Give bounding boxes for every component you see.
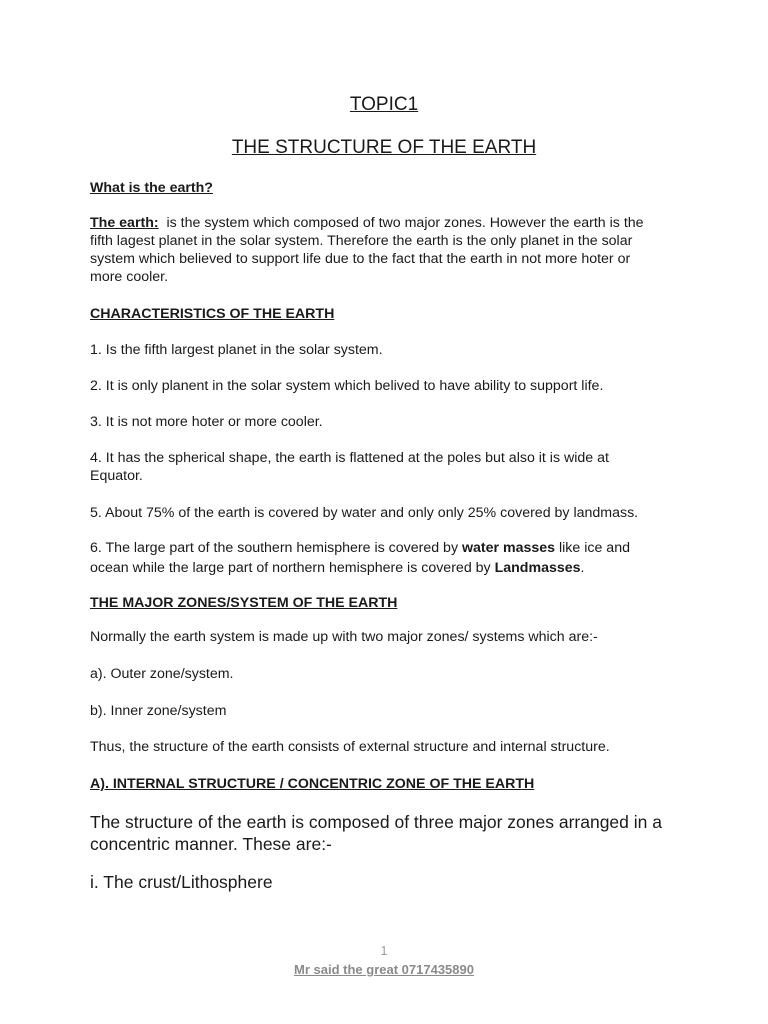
characteristic-item-6-cont: ocean while the large part of northern hemisphere is covered by Landmasses. — [90, 560, 585, 576]
characteristic-item-6: 6. The large part of the southern hemisphere is covered by water masses like ice and — [90, 540, 630, 556]
footer-credit: Mr said the great 0717435890 — [294, 962, 474, 977]
definition-line-3: system which believed to support life due to the fact that the earth in not more hoter or — [90, 251, 631, 267]
characteristics-heading: CHARACTERISTICS OF THE EARTH — [90, 306, 335, 322]
definition-line-4: more cooler. — [90, 269, 169, 285]
major-zones-conclusion: Thus, the structure of the earth consists of external structure and internal structure. — [90, 739, 610, 755]
characteristic-item-3: 3. It is not more hoter or more cooler. — [90, 414, 323, 430]
topic-label: TOPIC1 — [349, 94, 419, 115]
major-zones-heading: THE MAJOR ZONES/SYSTEM OF THE EARTH — [90, 595, 398, 611]
emphasis-water-masses: water masses — [461, 540, 556, 556]
major-zones-intro: Normally the earth system is made up with two major zones/ systems which are:- — [90, 629, 598, 645]
question-heading: What is the earth? — [90, 180, 213, 196]
characteristic-item-4-cont: Equator. — [90, 468, 143, 484]
emphasis-landmasses: Landmasses — [494, 560, 581, 576]
characteristic-item-1: 1. Is the fifth largest planet in the solar system. — [90, 342, 383, 358]
page-number: 1 — [380, 944, 388, 958]
characteristic-item-2: 2. It is only planent in the solar system which belived to have ability to support life. — [90, 378, 604, 394]
characteristic-item-4: 4. It has the spherical shape, the earth is flattened at the poles but also it is wide at — [90, 450, 609, 466]
major-zone-b: b). Inner zone/system — [90, 703, 227, 719]
internal-structure-text-1: The structure of the earth is composed of three major zones arranged in a — [90, 812, 662, 832]
major-zone-a: a). Outer zone/system. — [90, 666, 234, 682]
internal-structure-item-1: i. The crust/Lithosphere — [90, 872, 273, 892]
characteristic-item-5: 5. About 75% of the earth is covered by water and only only 25% covered by landmass. — [90, 505, 639, 521]
definition-line-2: fifth lagest planet in the solar system. Therefore the earth is the only planet in the solar — [90, 233, 633, 249]
definition-term: The earth: — [90, 215, 159, 231]
internal-structure-text-2: concentric manner. These are:- — [90, 834, 332, 854]
definition-line-1: The earth: is the system which composed of two major zones. However the earth is the — [90, 215, 644, 231]
document-title: THE STRUCTURE OF THE EARTH — [231, 137, 537, 158]
internal-structure-heading: A). INTERNAL STRUCTURE / CONCENTRIC ZONE OF THE EARTH — [90, 776, 535, 792]
